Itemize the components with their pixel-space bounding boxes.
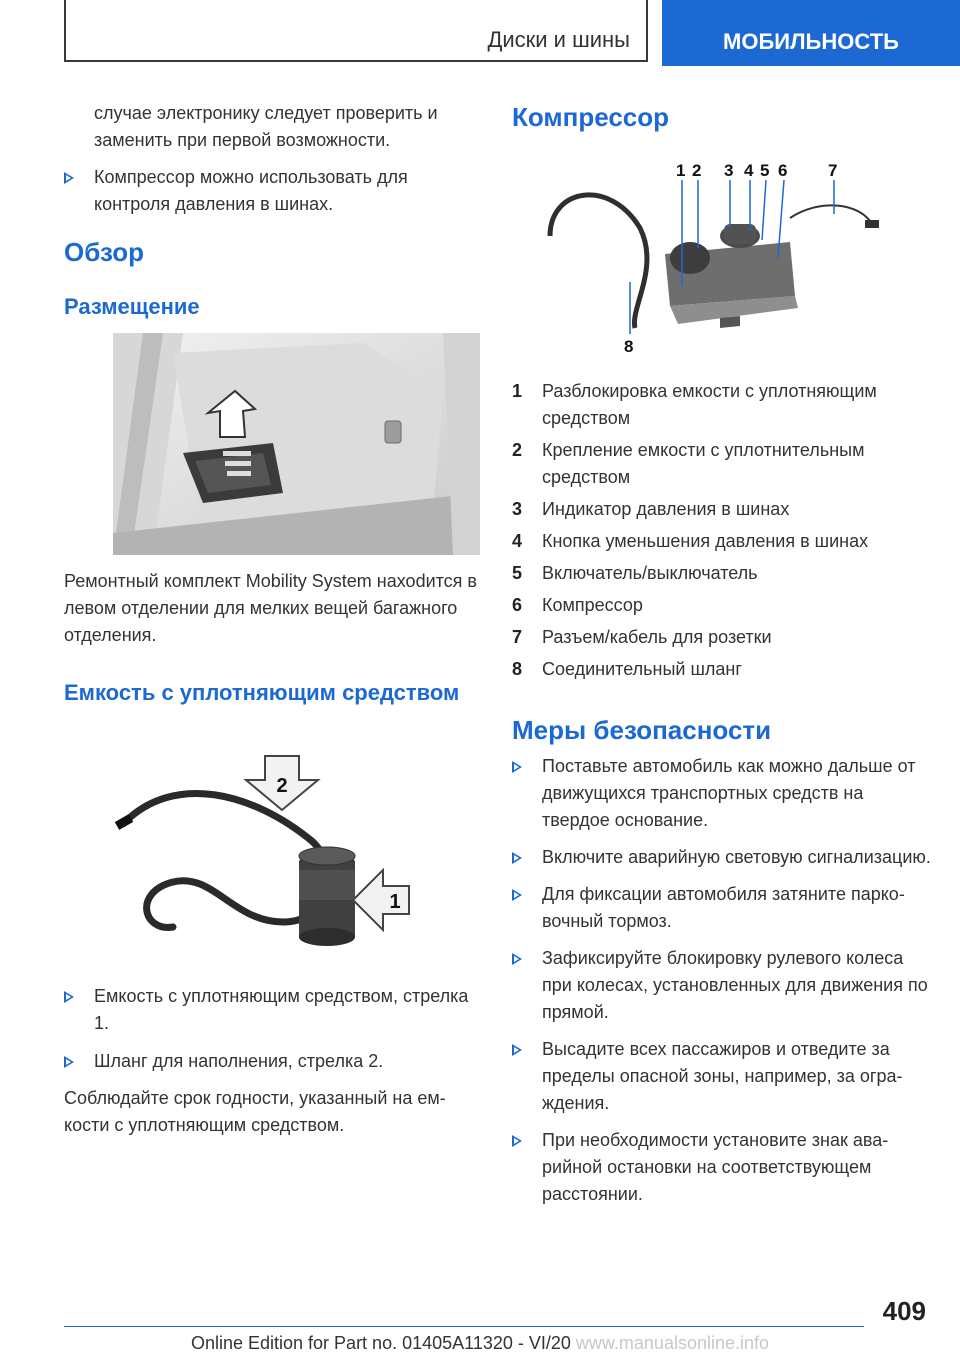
figure-label-1: 1 [389,891,401,913]
part-text: Соединительный шланг [542,659,742,679]
part-number: 2 [512,440,523,460]
safety-bullet-text: Поставьте автомобиль как можно дальше от движущихся транспортных средств на твердое основание. [542,756,916,830]
part-text: Кнопка уменьшения давления в шинах [542,531,869,551]
footer-watermark[interactable]: www.manualsonline.info [575,1333,770,1353]
heading-sealant-container: Емкость с уплотняющим средством [64,680,460,705]
part-number: 5 [512,563,523,583]
list-item [512,437,932,491]
part-number: 8 [512,659,523,679]
comp-label-5: 5 [760,161,770,180]
comp-label-6: 6 [778,161,788,180]
bullet-triangle-icon [512,1044,522,1056]
bullet-hose-text: Шланг для наполнения, стрелка 2. [94,1051,384,1071]
comp-label-3: 3 [724,161,734,180]
safety-bullet-text: Для фиксации автомобиля затяните парковочный тормоз. [542,884,905,931]
comp-label-4: 4 [744,161,754,180]
comp-label-2: 2 [692,161,702,180]
list-item [512,378,932,432]
heading-safety: Меры безопасности [512,715,772,745]
list-item [512,496,932,523]
heading-compressor: Компрессор [512,102,670,132]
comp-label-7: 7 [828,161,838,180]
safety-bullet [512,945,932,1026]
list-item [512,624,932,651]
bullet-triangle-icon [64,172,74,184]
safety-bullet [512,753,932,834]
safety-bullet-text: При необходимости установите знак аварийной остановки на соответствующем расстоянии. [542,1130,889,1204]
header-chapter-tab[interactable]: МОБИЛЬНОСТЬ [662,0,960,66]
bullet-triangle-icon [64,1056,74,1068]
bullet-triangle-icon [64,991,74,1003]
bullet-triangle-icon [512,761,522,773]
footer-divider [64,1326,864,1327]
safety-bullet [512,1036,932,1117]
part-text: Разъем/кабель для розетки [542,627,772,647]
safety-bullet-text: Зафиксируйте блокировку рулевого колеса при колесах, установленных для движения по прямой. [542,948,928,1022]
heading-overview: Обзор [64,237,144,267]
intro-block [64,100,482,218]
bullet-container [64,983,482,1037]
figure-label-2: 2 [276,775,288,797]
safety-bullet-text: Включите аварийную световую сигнализацию. [542,847,931,867]
part-number: 1 [512,381,523,401]
list-item [512,560,932,587]
compressor-parts-list [512,378,932,683]
footer-edition-text: Online Edition for Part no. 01405A11320 - VI/20 [190,1333,571,1353]
trunk-compartment-photo [113,333,480,555]
part-number: 3 [512,499,523,519]
list-item [512,528,932,555]
container-bullets [64,983,482,1139]
part-text: Крепление емкости с уплотнительным средством [542,440,865,487]
part-number: 7 [512,627,523,647]
part-text: Компрессор [542,595,643,615]
part-text: Индикатор давления в шинах [542,499,790,519]
safety-bullets [512,753,932,1208]
part-number: 4 [512,531,523,551]
list-item [512,592,932,619]
intro-bullet-text: Компрессор можно использовать для контроля давления в шинах. [94,167,408,214]
safety-bullet [512,1127,932,1208]
comp-label-1: 1 [676,161,686,180]
safety-bullet [512,844,932,871]
part-text: Разблокировка емкости с уплотняющим средством [542,381,877,428]
safety-bullet [512,881,932,935]
bullet-triangle-icon [512,852,522,864]
footer-edition [0,1333,960,1354]
comp-label-8: 8 [624,337,634,356]
bullet-hose [64,1048,482,1075]
bullet-container-text: Емкость с уплотняющим средством, стрелка 1. [94,986,469,1033]
part-number: 6 [512,595,523,615]
intro-continuation: случае электронику следует проверить и заменить при первой возможности. [94,103,438,150]
page-number: 409 [882,1296,926,1326]
intro-bullet [64,164,482,218]
bullet-triangle-icon [512,953,522,965]
placement-description: Ремонтный комплект Mobility System нахоdится в левом отделении для мелких вещей багажного отделения. [64,571,477,645]
list-item [512,656,932,683]
bullet-triangle-icon [512,889,522,901]
part-text: Включатель/выключатель [542,563,758,583]
compressor-figure [540,158,890,358]
bullet-triangle-icon [512,1135,522,1147]
safety-bullet-text: Высадите всех пассажиров и отведите за пределы опасной зоны, например, за ограждения. [542,1039,903,1113]
expiry-note: Соблюдайте срок годности, указанный на емкости с уплотняющим средством. [64,1088,446,1135]
sealant-container-figure [113,752,423,952]
header-section-title: Диски и шины [487,27,630,52]
heading-placement: Размещение [64,294,200,319]
